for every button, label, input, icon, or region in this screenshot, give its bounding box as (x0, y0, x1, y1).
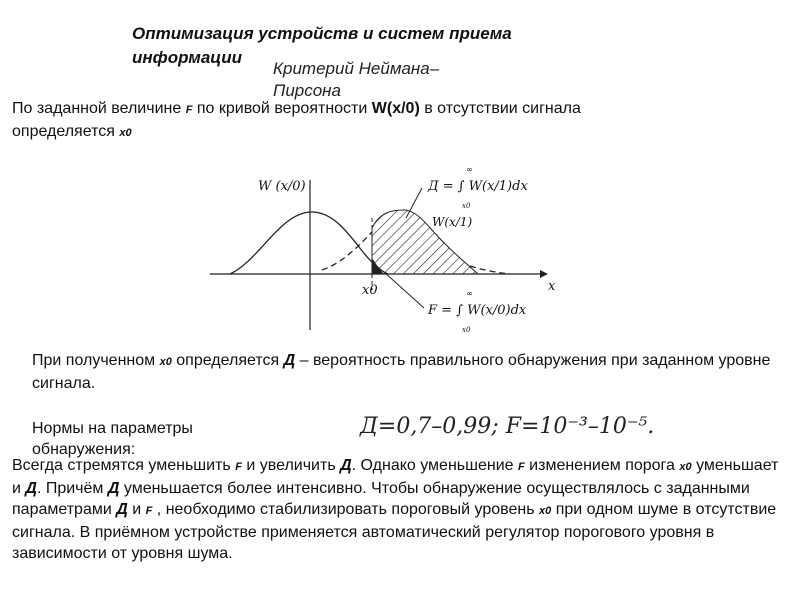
subtitle-line-2: Пирсона (273, 81, 341, 100)
subtitle-line-1: Критерий Неймана– (273, 59, 440, 78)
paragraph-detection: При полученном x0 определяется Д – вероятность правильного обнаружения при заданном уровне сигнала. (32, 352, 771, 392)
slide-subtitle (273, 58, 439, 102)
D-formula: Д = ∫ W(x/1)dx (428, 179, 528, 194)
leader-F (384, 272, 424, 308)
noise-curve (230, 212, 388, 274)
F-upper-limit: ∞ (466, 289, 473, 298)
signal-curve-label: W(x/1) (432, 215, 473, 229)
slide-title: Оптимизация устройств и систем приема информации (132, 24, 512, 67)
signal-curve-dashed (322, 232, 372, 270)
D-lower-limit: x0 (462, 202, 471, 210)
y-axis-label: W (x/0) (258, 179, 306, 194)
x-axis-label: x (548, 279, 556, 294)
norms-formula: Д=0,7–0,99; F=10⁻³–10⁻⁵. (360, 414, 655, 439)
F-formula: F = ∫ W(x/0)dx (428, 303, 527, 318)
paragraph-intro: По заданной величине F по кривой вероятности W(x/0) в отсутствии сигнала определяется x0 (12, 100, 581, 140)
paragraph-conclusion: Всегда стремятся уменьшить F и увеличить Д. Однако уменьшение F изменением порога x0 уменьшает и Д. Причём Д уменьшается более интенсивно. Чтобы обнаружение осуществлялось с заданными параметрами Д и F , необходимо стабилизировать пороговый уровень x0 при одном шуме в отсутствие сигнала. В приёмном устройстве применяется автоматический регулятор порогового уровня в зависимости от уровня шума. (12, 457, 779, 562)
D-upper-limit: ∞ (466, 165, 473, 174)
F-lower-limit: x0 (462, 326, 471, 334)
probability-figure (200, 160, 560, 340)
x-axis-arrow (540, 270, 548, 278)
x0-label: x0 (362, 283, 378, 298)
paragraph-norms: Нормы на параметры обнаружения: (32, 420, 193, 458)
